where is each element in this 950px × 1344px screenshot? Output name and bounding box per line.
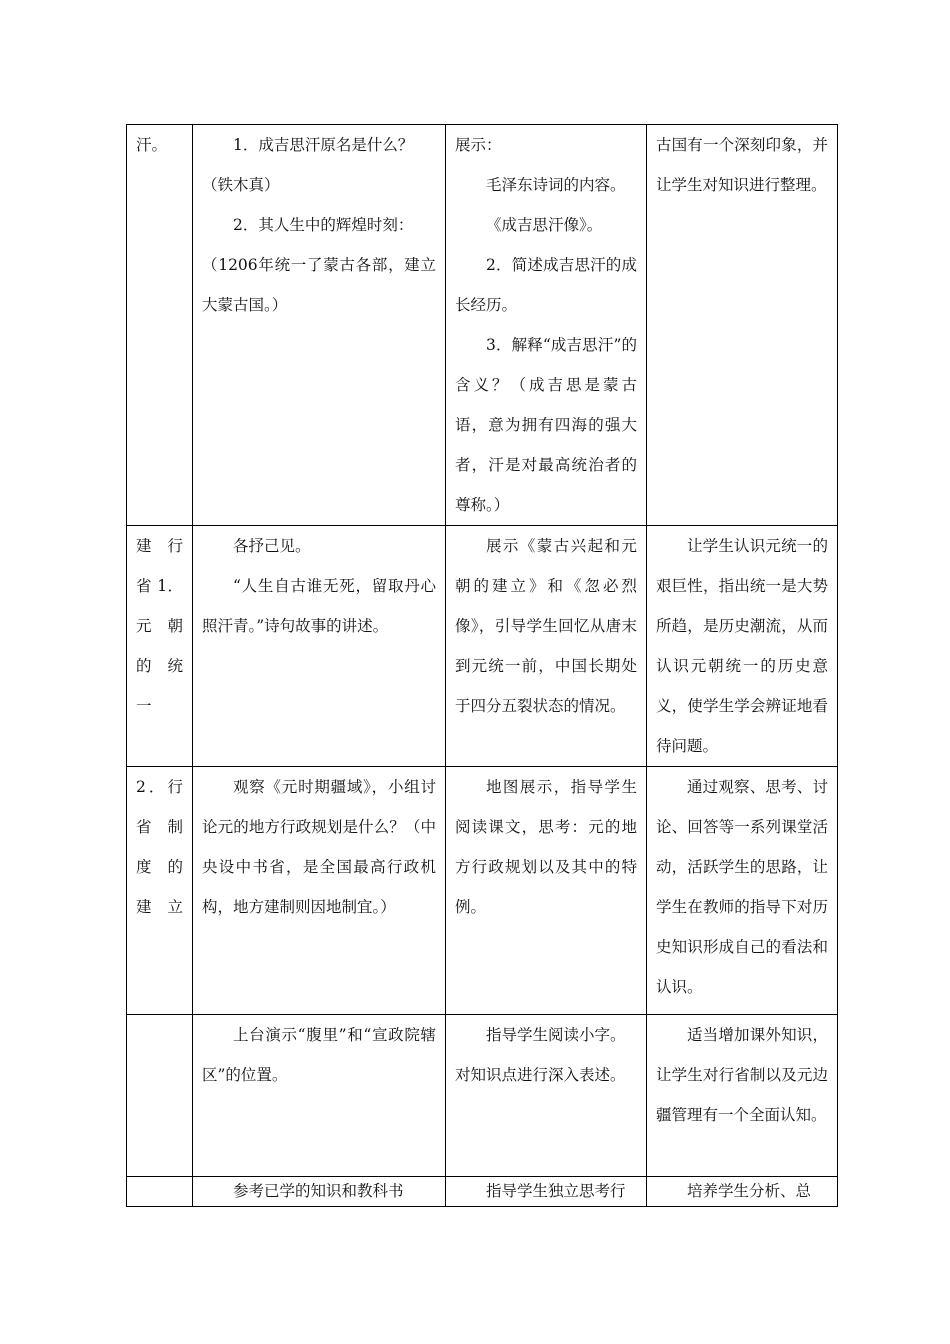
cell-line: 观察《元时期疆域》，小组讨论元的地方行政规划是什么？（中央设中书省，是全国最高行政机构，地方建制则因地制宜。） <box>202 778 436 916</box>
cell-line: （铁木真） <box>202 176 280 194</box>
table-row <box>127 526 838 767</box>
table-cell-teacher-activity <box>446 1177 647 1207</box>
cell-line: 指导学生阅读小字。 <box>486 1026 626 1044</box>
table-cell-teacher-activity <box>446 125 647 526</box>
cell-line: 古国有一个深刻印象，并让学生对知识进行整理。 <box>656 136 828 194</box>
cell-line: 对知识点进行深入表述。 <box>455 1066 626 1084</box>
table-cell-student-activity <box>193 1015 446 1177</box>
cell-line: 指导学生独立思考行 <box>486 1182 626 1200</box>
cell-line: （1206年统一了蒙古各部，建立大蒙古国。） <box>202 256 436 314</box>
table-cell-student-activity <box>193 526 446 767</box>
cell-text: 2．行 省 制 度 的 建立 <box>136 778 183 916</box>
cell-line: 上台演示“腹里”和“宣政院辖区”的位置。 <box>202 1026 436 1084</box>
table-cell-design-intent <box>647 1015 838 1177</box>
cell-line: 2．简述成吉思汗的成长经历。 <box>455 256 637 314</box>
table-cell-design-intent <box>647 125 838 526</box>
table-cell-student-activity <box>193 1177 446 1207</box>
cell-line: 《成吉思汗像》。 <box>486 216 603 234</box>
cell-line: 让学生认识元统一的艰巨性，指出统一是大势所趋，是历史潮流，从而认识元朝统一的历史意义，使学生学会辨证地看待问题。 <box>656 537 828 755</box>
table-row <box>127 1177 838 1207</box>
table-cell-topic <box>127 1015 193 1177</box>
table-cell-teacher-activity <box>446 526 647 767</box>
table-row <box>127 125 838 526</box>
cell-text: 建 行 省 1．元 朝 的 统一 <box>136 537 183 715</box>
cell-line: 参考已学的知识和教科书 <box>233 1182 404 1200</box>
table-cell-topic <box>127 125 193 526</box>
table-cell-design-intent <box>647 1177 838 1207</box>
cell-line: 1．成吉思汗原名是什么？ <box>233 136 414 154</box>
table-cell-teacher-activity <box>446 1015 647 1177</box>
table-cell-design-intent <box>647 767 838 1015</box>
table-cell-student-activity <box>193 767 446 1015</box>
table-cell-topic <box>127 526 193 767</box>
cell-line: 适当增加课外知识，让学生对行省制以及元边疆管理有一个全面认知。 <box>656 1026 828 1124</box>
table-row <box>127 1015 838 1177</box>
cell-line: 展示： <box>455 136 502 154</box>
cell-line: 毛泽东诗词的内容。 <box>486 176 626 194</box>
cell-line: 培养学生分析、总 <box>687 1182 812 1200</box>
cell-line: “人生自古谁无死，留取丹心照汗青。”诗句故事的讲述。 <box>202 577 436 635</box>
cell-text: 汗。 <box>136 136 168 154</box>
table-cell-topic <box>127 767 193 1015</box>
lesson-plan-table <box>126 124 838 1207</box>
table-cell-design-intent <box>647 526 838 767</box>
cell-line: 3．解释“成吉思汗”的含义？（成吉思是蒙古语，意为拥有四海的强大者，汗是对最高统治者的尊称。） <box>455 336 637 514</box>
cell-line: 各抒己见。 <box>233 537 311 555</box>
table-cell-student-activity <box>193 125 446 526</box>
cell-line: 地图展示，指导学生阅读课文，思考：元的地方行政规划以及其中的特例。 <box>455 778 637 916</box>
cell-line: 展示《蒙古兴起和元朝的建立》和《忽必烈像》，引导学生回忆从唐末到元统一前，中国长期处于四分五裂状态的情况。 <box>455 537 637 715</box>
table-cell-teacher-activity <box>446 767 647 1015</box>
cell-line: 通过观察、思考、讨论、回答等一系列课堂活动，活跃学生的思路，让学生在教师的指导下对历史知识形成自己的看法和认识。 <box>656 778 828 996</box>
cell-line: 2．其人生中的辉煌时刻： <box>233 216 414 234</box>
table-cell-topic <box>127 1177 193 1207</box>
table-row <box>127 767 838 1015</box>
